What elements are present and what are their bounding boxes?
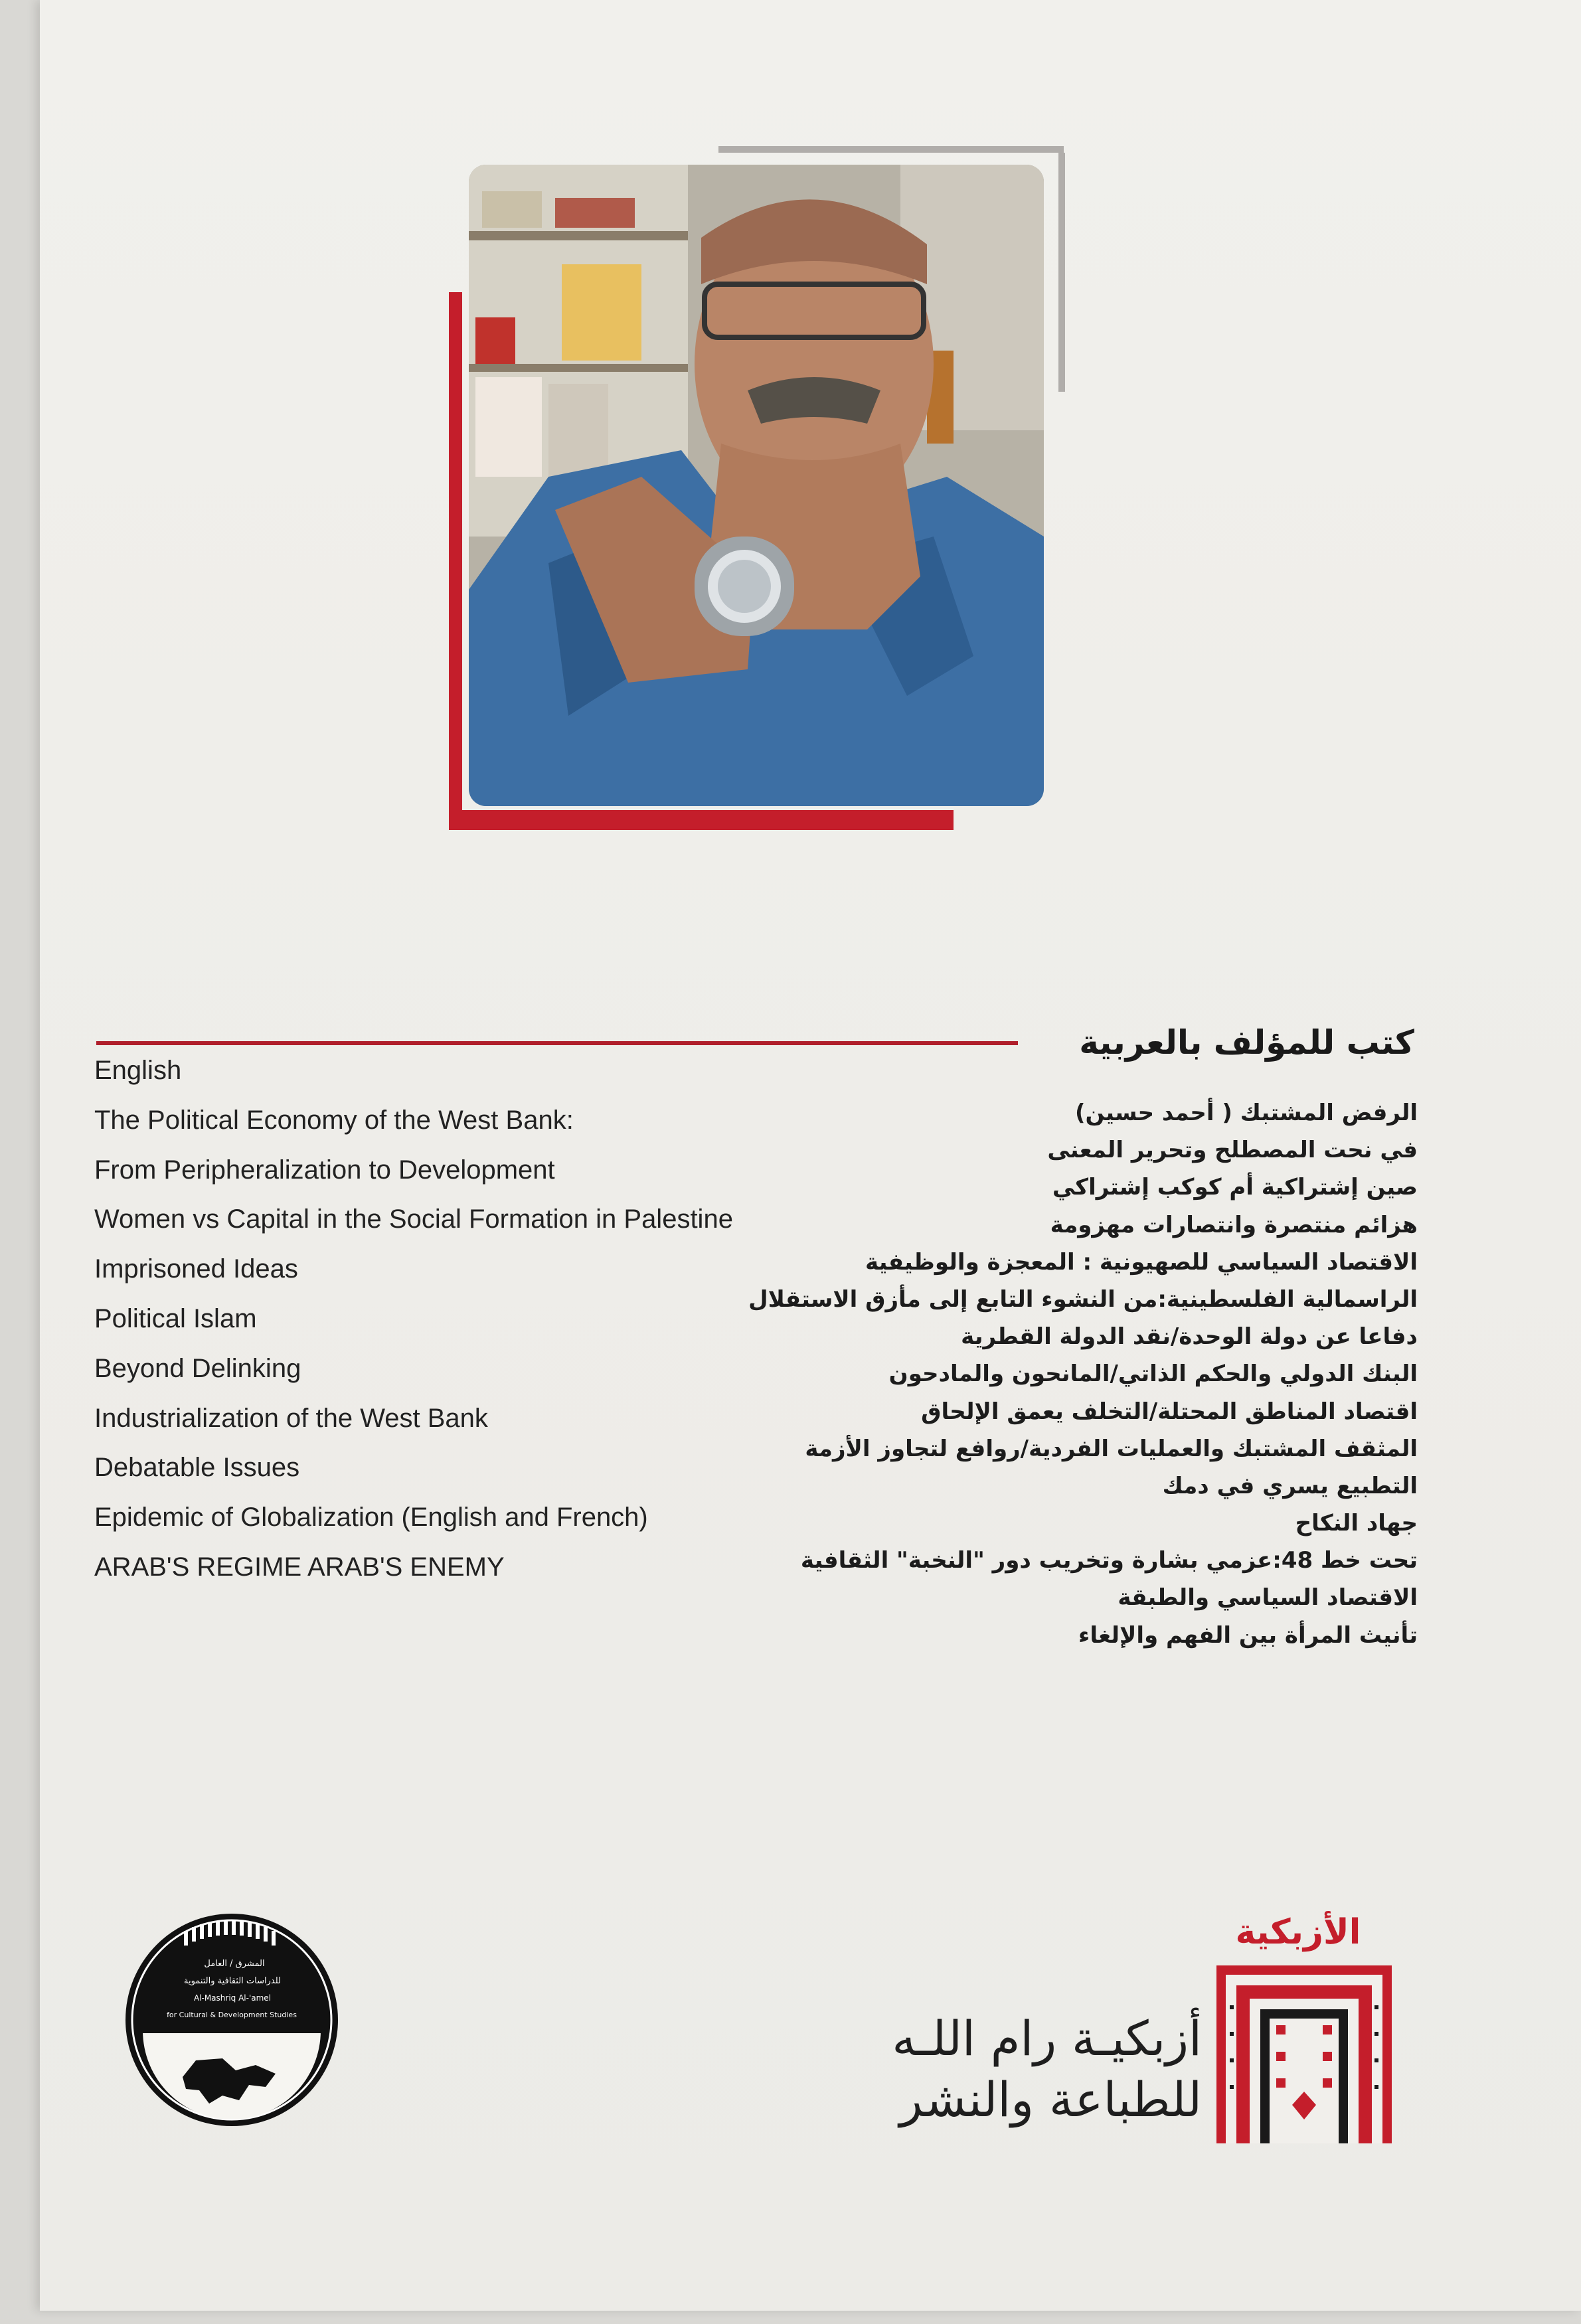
- photo-frame-right: [1058, 153, 1065, 392]
- english-book-item: Beyond Delinking: [94, 1353, 301, 1383]
- publisher-name-line1: أزبكيـة رام اللـه: [892, 2011, 1202, 2066]
- arabic-book-item: التطبيع يسري في دمك: [1162, 1472, 1418, 1499]
- arabic-book-item: في نحت المصطلح وتحرير المعنى: [1047, 1137, 1418, 1164]
- mashriq-amel-seal-logo: [123, 1911, 341, 2129]
- author-photo: [469, 165, 1044, 806]
- english-book-item: The Political Economy of the West Bank:: [94, 1105, 574, 1135]
- english-book-item: From Peripheralization to Development: [94, 1155, 555, 1185]
- photo-frame-left-accent: [449, 292, 462, 818]
- arabic-book-item: جهاد النكاح: [1295, 1510, 1418, 1537]
- seal-latin-subtitle: for Cultural & Development Studies: [167, 2011, 297, 2019]
- arabic-book-item: الاقتصاد السياسي والطبقة: [1118, 1584, 1418, 1612]
- english-book-item: ARAB'S REGIME ARAB'S ENEMY: [94, 1552, 505, 1582]
- english-book-item: Industrialization of the West Bank: [94, 1403, 488, 1433]
- english-book-item: English: [94, 1056, 182, 1085]
- arabic-book-item: دفاعا عن دولة الوحدة/نقد الدولة القطرية: [961, 1323, 1418, 1351]
- english-book-item: Political Islam: [94, 1303, 257, 1333]
- english-books-list: [94, 1046, 891, 1592]
- photo-frame-bottom-accent: [449, 810, 954, 830]
- arabic-book-item: المثقف المشتبك والعمليات الفردية/روافع لتجاوز الأزمة: [805, 1435, 1418, 1462]
- seal-arabic-name: المشرق / العامل: [204, 1959, 265, 1969]
- arabic-books-heading: كتب للمؤلف بالعربية: [1079, 1023, 1414, 1062]
- arabic-books-list: [748, 1094, 1418, 1654]
- arabic-book-item: الراسمالية الفلسطينية:من النشوء التابع إلى مأزق الاستقلال: [748, 1286, 1418, 1313]
- arabic-book-item: الاقتصاد السياسي للصهيونية : المعجزة والوظيفية: [865, 1248, 1418, 1276]
- english-book-item: Women vs Capital in the Social Formation in Palestine: [94, 1204, 733, 1234]
- arabic-book-item: اقتصاد المناطق المحتلة/التخلف يعمق الإلحاق: [921, 1398, 1418, 1425]
- publisher-name-line2: للطباعة والنشر: [899, 2072, 1202, 2127]
- arabic-book-item: تأنيث المرأة بين الفهم والإلغاء: [1078, 1621, 1418, 1649]
- seal-latin-name: Al-Mashriq Al-'amel: [193, 1993, 272, 2003]
- arabic-book-item: البنك الدولي والحكم الذاتي/المانحون والمادحون: [888, 1361, 1418, 1388]
- arabic-book-item: صين إشتراكية أم كوكب إشتراكي: [1052, 1174, 1418, 1201]
- publisher-embroidery-mark: [1216, 1965, 1392, 2143]
- english-book-item: Epidemic of Globalization (English and French): [94, 1503, 648, 1533]
- arabic-book-item: الرفض المشتبك ( أحمد حسين): [1074, 1100, 1418, 1126]
- publisher-short-name: الأزبكية: [1235, 1912, 1361, 1952]
- photo-frame-top: [718, 146, 1064, 153]
- heading-rule: [96, 1041, 1018, 1045]
- english-book-item: Debatable Issues: [94, 1453, 300, 1483]
- arabic-book-item: هزائم منتصرة وانتصارات مهزومة: [1050, 1211, 1418, 1238]
- arabic-book-item: تحت خط 48:عزمي بشارة وتخريب دور "النخبة" الثقافية: [800, 1547, 1418, 1574]
- english-book-item: Imprisoned Ideas: [94, 1254, 298, 1284]
- seal-arabic-subtitle: للدراسات الثقافية والتنموية: [184, 1976, 281, 1986]
